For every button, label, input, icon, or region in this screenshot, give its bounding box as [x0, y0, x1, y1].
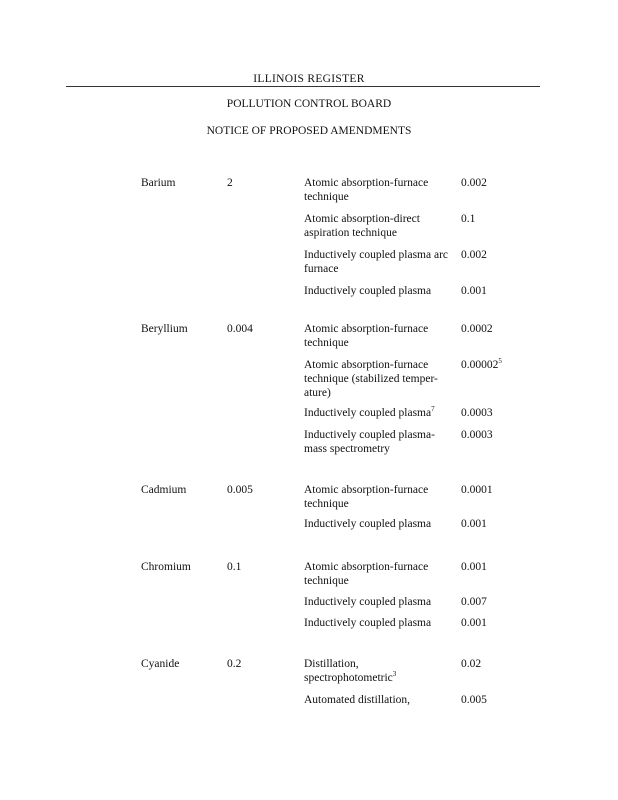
- method-row: [304, 322, 604, 358]
- element-name: Beryllium: [141, 323, 188, 335]
- method-name: Inductively coupled plasma$^7$: [304, 405, 435, 419]
- detection-limit: 0.002: [461, 177, 487, 189]
- detection-limit: 0.02: [461, 658, 482, 670]
- element-name: Cadmium: [141, 484, 187, 496]
- detection-limit: 0.1: [461, 213, 476, 225]
- detection-limit: 0.00002$^5$: [461, 357, 502, 371]
- method-name: Atomic absorption-furnace technique: [304, 177, 429, 203]
- method-name: Atomic absorption-furnace technique: [304, 484, 429, 510]
- element-name: Cyanide: [141, 658, 180, 670]
- method-list: [304, 176, 604, 302]
- method-row: [304, 657, 604, 693]
- detection-limit: 0.0003: [461, 407, 493, 419]
- footnote-marker: 5: [498, 357, 502, 365]
- element-name: Barium: [141, 177, 176, 189]
- board-name: POLLUTION CONTROL BOARD: [226, 98, 392, 110]
- method-name: Atomic absorption-furnace technique: [304, 323, 429, 349]
- mcl-value: 0.1: [227, 561, 242, 573]
- method-name: Automated distillation,: [304, 694, 411, 706]
- method-row: [304, 693, 604, 711]
- detection-limit: 0.005: [461, 694, 487, 706]
- register-title: ILLINOIS REGISTER: [253, 73, 365, 85]
- method-name: Inductively coupled plasma: [304, 285, 432, 297]
- method-row: [304, 176, 604, 212]
- method-row: [304, 358, 604, 406]
- method-list: [304, 657, 604, 711]
- mcl-value: 2: [227, 177, 233, 189]
- method-row: [304, 212, 604, 248]
- method-row: [304, 595, 604, 616]
- method-list: [304, 322, 604, 464]
- method-row: [304, 428, 604, 464]
- method-name: Inductively coupled plasma-mass spectrometry: [304, 429, 435, 455]
- header-rule: [66, 86, 540, 87]
- element-name: Chromium: [141, 561, 191, 573]
- method-row: [304, 284, 604, 302]
- footnote-marker: 7: [431, 405, 435, 413]
- detection-limit: 0.0002: [461, 323, 493, 335]
- method-row: [304, 248, 604, 284]
- detection-limit: 0.001: [461, 617, 487, 629]
- footnote-marker: 3: [392, 670, 397, 678]
- method-row: [304, 483, 604, 517]
- method-list: [304, 560, 604, 634]
- detection-limit: 0.001: [461, 285, 487, 297]
- method-name: Atomic absorption-furnace technique: [304, 561, 429, 587]
- method-row: [304, 560, 604, 595]
- method-name: Atomic absorption-furnace technique (stabilized temper-ature): [304, 359, 438, 399]
- mcl-value: 0.2: [227, 658, 242, 670]
- detection-limit: 0.001: [461, 518, 487, 530]
- method-name: Distillation, spectrophotometric$^3$: [304, 658, 397, 684]
- method-row: [304, 406, 604, 428]
- notice-title: NOTICE OF PROPOSED AMENDMENTS: [206, 125, 412, 137]
- detection-limit: 0.002: [461, 249, 487, 261]
- method-list: [304, 483, 604, 535]
- detection-limit: 0.0003: [461, 429, 493, 441]
- method-row: [304, 616, 604, 634]
- mcl-value: 0.004: [227, 323, 253, 335]
- detection-limit: 0.007: [461, 596, 487, 608]
- detection-limit: 0.0001: [461, 484, 493, 496]
- detection-limit: 0.001: [461, 561, 487, 573]
- method-name: Atomic absorption-direct aspiration technique: [304, 213, 420, 239]
- method-name: Inductively coupled plasma: [304, 596, 432, 608]
- method-name: Inductively coupled plasma: [304, 518, 432, 530]
- method-name: Inductively coupled plasma: [304, 617, 432, 629]
- method-row: [304, 517, 604, 535]
- method-name: Inductively coupled plasma arc furnace: [304, 249, 449, 275]
- mcl-value: 0.005: [227, 484, 253, 496]
